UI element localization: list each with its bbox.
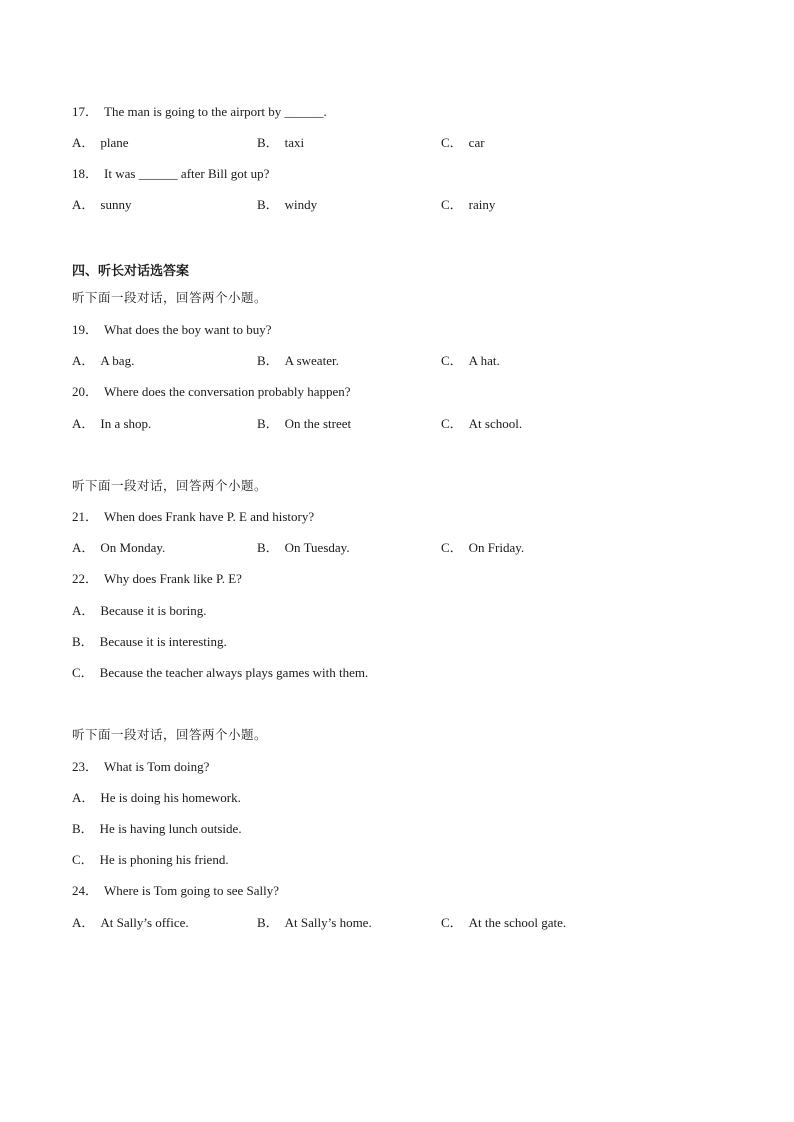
- option-text: He is phoning his friend.: [99, 852, 229, 867]
- question-number: 20．: [72, 384, 99, 399]
- question-number: 17．: [72, 104, 99, 119]
- option-letter: B．: [257, 135, 279, 150]
- option-text: At the school gate.: [468, 915, 567, 930]
- question-text: When does Frank have P. E and history?: [104, 509, 315, 524]
- option-text: Because the teacher always plays games with them.: [99, 665, 369, 680]
- option-letter: C．: [441, 353, 463, 368]
- section-title: 四、听长对话选答案: [72, 264, 190, 279]
- option-text: Because it is boring.: [100, 603, 207, 618]
- option-letter: C．: [72, 852, 94, 867]
- option-letter: A．: [72, 197, 95, 212]
- option-letter: B．: [72, 821, 94, 836]
- option-a[interactable]: [72, 915, 189, 931]
- option-a[interactable]: [72, 197, 131, 213]
- option-c[interactable]: [72, 852, 229, 868]
- option-b[interactable]: [257, 416, 351, 432]
- option-c[interactable]: [441, 540, 524, 556]
- question-number: 21．: [72, 509, 99, 524]
- question-number: 19．: [72, 322, 99, 337]
- section-instruction: 听下面一段对话，回答两个小题。: [72, 478, 268, 493]
- option-text: On Tuesday.: [284, 540, 350, 555]
- option-b[interactable]: [257, 540, 350, 556]
- option-text: At school.: [468, 416, 523, 431]
- option-letter: C．: [441, 197, 463, 212]
- option-letter: C．: [441, 135, 463, 150]
- option-letter: B．: [257, 416, 279, 431]
- option-b[interactable]: [257, 197, 317, 213]
- option-letter: A．: [72, 603, 95, 618]
- option-b[interactable]: [257, 915, 372, 931]
- option-text: car: [468, 135, 485, 150]
- question-number: 22．: [72, 571, 99, 586]
- option-text: On Friday.: [468, 540, 525, 555]
- option-letter: A．: [72, 135, 95, 150]
- question-22: [72, 571, 242, 587]
- option-c[interactable]: [441, 135, 485, 151]
- option-text: In a shop.: [100, 416, 152, 431]
- option-text: A hat.: [468, 353, 500, 368]
- question-21: [72, 509, 314, 525]
- option-a[interactable]: [72, 540, 165, 556]
- question-17: [72, 104, 327, 120]
- option-b[interactable]: [257, 135, 304, 151]
- option-text: plane: [100, 135, 129, 150]
- option-c[interactable]: [441, 915, 566, 931]
- question-number: 18．: [72, 166, 99, 181]
- option-letter: B．: [72, 634, 94, 649]
- question-text: It was ______ after Bill got up?: [104, 166, 270, 181]
- option-letter: B．: [257, 353, 279, 368]
- option-text: At Sally’s home.: [284, 915, 372, 930]
- option-letter: A．: [72, 416, 95, 431]
- option-text: A bag.: [100, 353, 135, 368]
- option-text: A sweater.: [284, 353, 339, 368]
- question-number: 24．: [72, 883, 99, 898]
- option-text: rainy: [468, 197, 496, 212]
- option-letter: C．: [72, 665, 94, 680]
- option-text: At Sally’s office.: [100, 915, 189, 930]
- section-instruction: 听下面一段对话，回答两个小题。: [72, 727, 268, 742]
- option-letter: C．: [441, 416, 463, 431]
- option-c[interactable]: [441, 353, 500, 369]
- option-a[interactable]: [72, 135, 129, 151]
- question-number: 23．: [72, 759, 99, 774]
- question-text: What does the boy want to buy?: [104, 322, 272, 337]
- option-letter: B．: [257, 915, 279, 930]
- option-text: sunny: [100, 197, 132, 212]
- option-a[interactable]: [72, 353, 134, 369]
- question-24: [72, 883, 279, 899]
- question-text: The man is going to the airport by ______.: [104, 104, 327, 119]
- question-19: [72, 322, 272, 338]
- option-letter: B．: [257, 540, 279, 555]
- option-b[interactable]: [257, 353, 339, 369]
- option-letter: B．: [257, 197, 279, 212]
- section-instruction: 听下面一段对话，回答两个小题。: [72, 290, 268, 305]
- option-text: He is doing his homework.: [100, 790, 241, 805]
- option-a[interactable]: [72, 790, 241, 806]
- option-c[interactable]: [441, 416, 522, 432]
- option-c[interactable]: [72, 665, 368, 681]
- option-b[interactable]: [72, 821, 242, 837]
- option-letter: A．: [72, 540, 95, 555]
- option-a[interactable]: [72, 416, 151, 432]
- option-b[interactable]: [72, 634, 227, 650]
- question-23: [72, 759, 209, 775]
- option-letter: C．: [441, 540, 463, 555]
- question-text: What is Tom doing?: [104, 759, 210, 774]
- question-text: Where does the conversation probably happen?: [104, 384, 351, 399]
- option-text: He is having lunch outside.: [99, 821, 242, 836]
- option-text: On Monday.: [100, 540, 166, 555]
- question-20: [72, 384, 351, 400]
- question-text: Why does Frank like P. E?: [104, 571, 242, 586]
- option-letter: A．: [72, 915, 95, 930]
- option-letter: A．: [72, 790, 95, 805]
- question-text: Where is Tom going to see Sally?: [104, 883, 280, 898]
- option-text: On the street: [284, 416, 352, 431]
- question-18: [72, 166, 269, 182]
- option-a[interactable]: [72, 603, 207, 619]
- option-text: Because it is interesting.: [99, 634, 227, 649]
- option-text: taxi: [284, 135, 305, 150]
- option-c[interactable]: [441, 197, 495, 213]
- option-text: windy: [284, 197, 318, 212]
- option-letter: C．: [441, 915, 463, 930]
- option-letter: A．: [72, 353, 95, 368]
